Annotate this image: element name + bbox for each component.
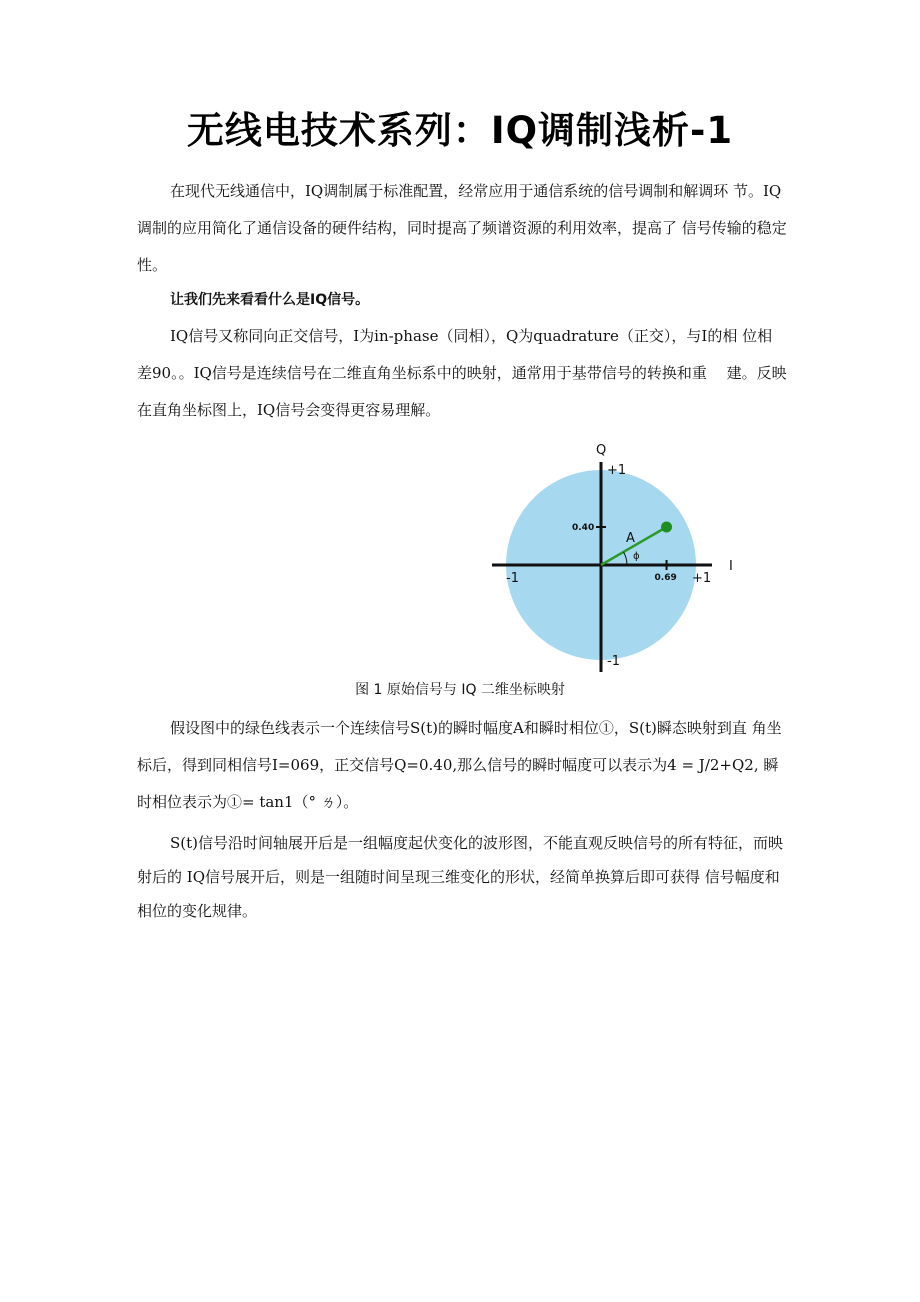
i-negative-tick-label: -1 xyxy=(506,571,519,586)
page-title: 无线电技术系列：IQ调制浅析-1 xyxy=(186,109,734,152)
conclusion-paragraph: S(t)信号沿时间轴展开后是一组幅度起伏变化的波形图，不能直观反映信号的所有特征，而映射后的 IQ信号展开后，则是一组随时间呈现三维变化的形状，经简单换算后即可获得 信号幅度和相位的变化规律。 xyxy=(137,834,784,920)
i-axis-label: I xyxy=(729,559,733,574)
q-positive-tick-label: +1 xyxy=(607,463,627,478)
iq-diagram xyxy=(470,432,750,682)
q-negative-tick-label: -1 xyxy=(607,654,620,669)
i-positive-tick-label: +1 xyxy=(692,571,712,586)
example-paragraph: 假设图中的绿色线表示一个连续信号S(t)的瞬时幅度A和瞬时相位①，S(t)瞬态映射到直 角坐标后，得到同相信号I=069，正交信号Q=0.40,那么信号的瞬时幅度可以表示为4 = J/2+Q2, 瞬时相位表示为①= tan1（° ㄌ）。 xyxy=(137,719,782,811)
phase-label: ϕ xyxy=(633,551,640,562)
q-axis-label: Q xyxy=(596,443,607,458)
q-value-label: 0.40 xyxy=(572,523,595,533)
signal-point xyxy=(661,522,672,533)
definition-paragraph: IQ信号又称同向正交信号，I为in-phase（同相），Q为quadrature（正交），与I的相 位相差90。。IQ信号是连续信号在二维直角坐标系中的映射，通常用于基带信号的转换和重 建。反映在直角坐标图上，IQ信号会变得更容易理解。 xyxy=(137,327,787,419)
i-value-label: 0.69 xyxy=(654,573,677,583)
amplitude-label: A xyxy=(626,531,635,546)
lead-paragraph: 让我们先来看看什么是IQ信号。 xyxy=(170,292,370,308)
figure-caption: 图 1 原始信号与 IQ 二维坐标映射 xyxy=(355,682,565,698)
intro-paragraph: 在现代无线通信中，IQ调制属于标准配置，经常应用于通信系统的信号调制和解调环 节。IQ调制的应用简化了通信设备的硬件结构，同时提高了频谱资源的利用效率，提高了 信号传输的稳定性。 xyxy=(137,182,787,274)
